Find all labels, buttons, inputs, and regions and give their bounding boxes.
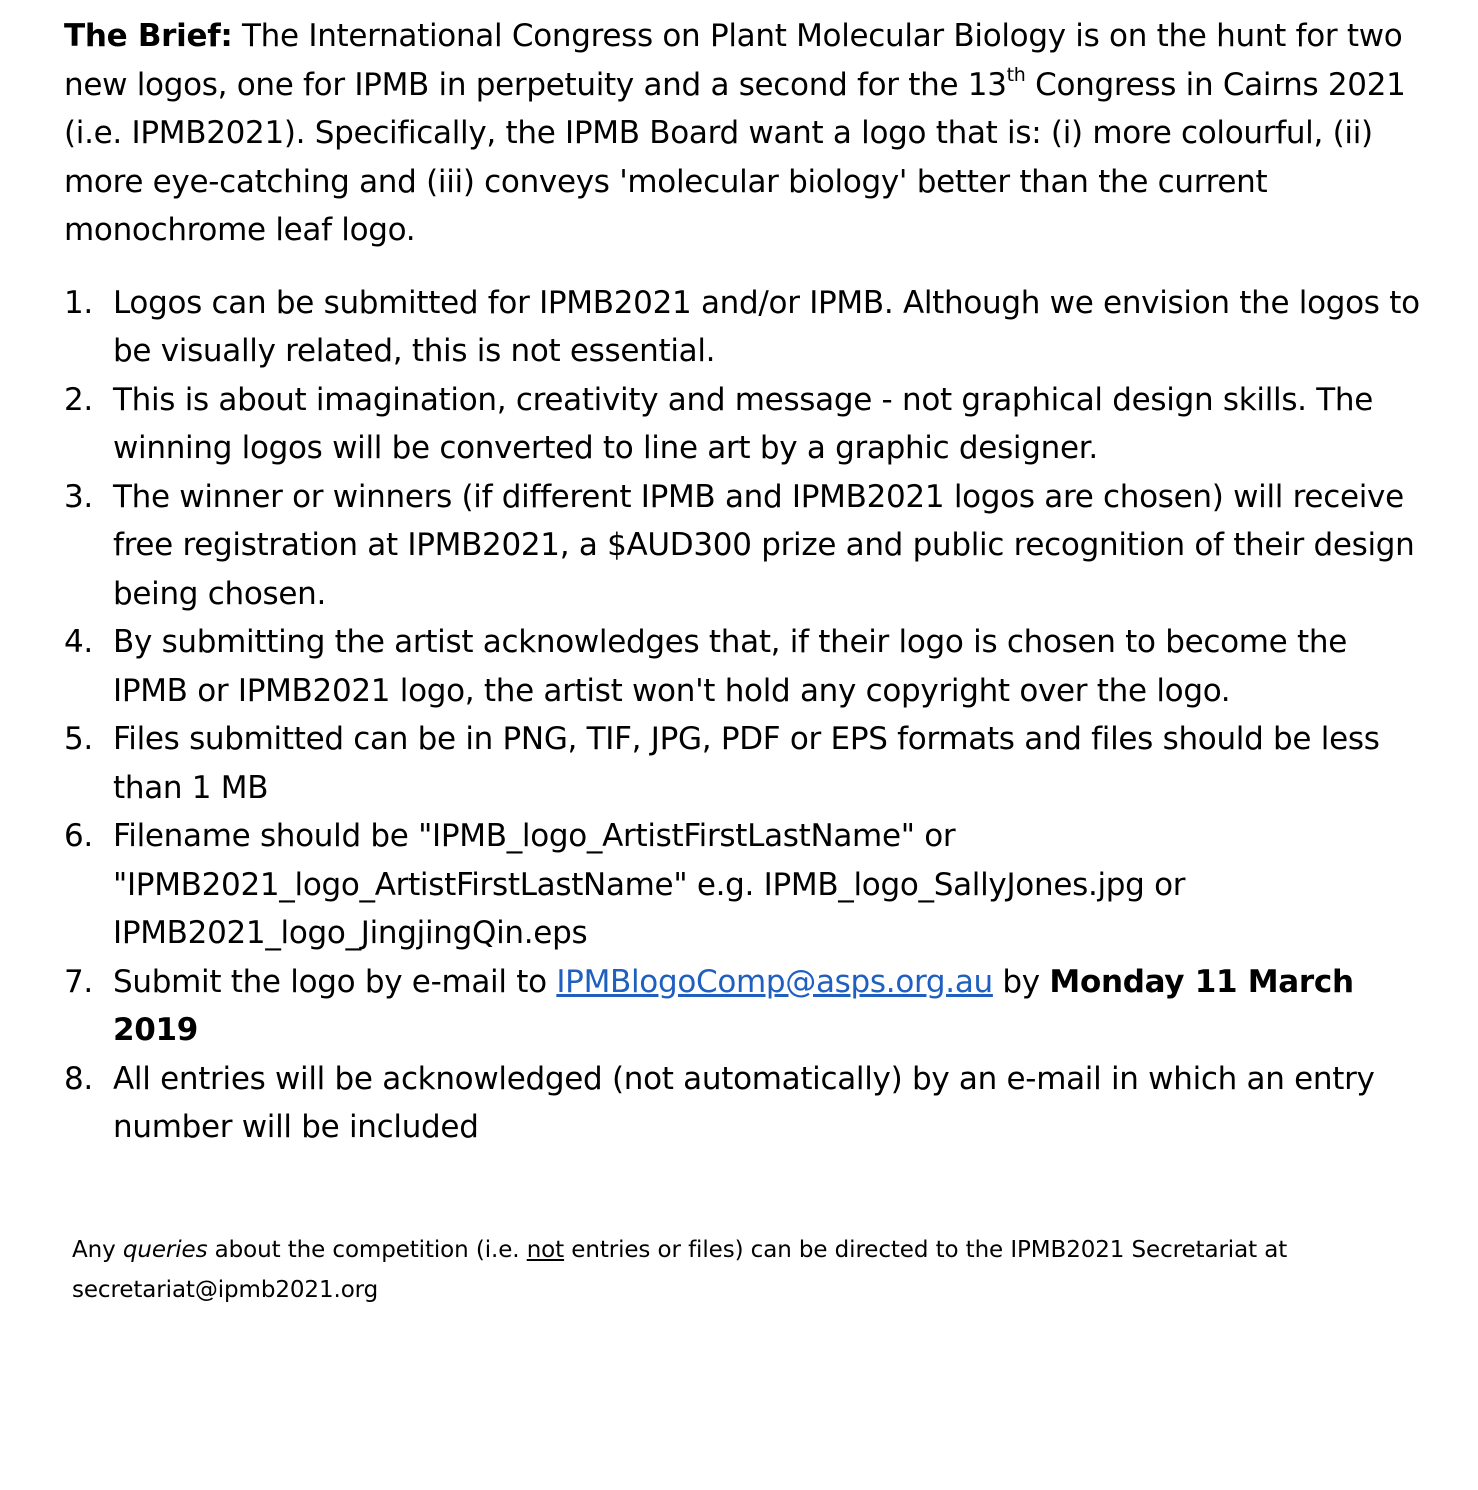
submission-deadline: Monday 11 March 2019 <box>113 963 1354 1048</box>
competition-email-link[interactable]: IPMBlogoComp@asps.org.au <box>556 963 993 1000</box>
rule-text: Filename should be "IPMB_logo_ArtistFirstLastName" or "IPMB2021_logo_ArtistFirstLastName" e.g. IPMB_logo_SallyJones.jpg or IPMB2021_logo_JingjingQin.eps <box>113 818 1186 951</box>
rule-text-by: by <box>992 963 1050 1000</box>
rule-text-before-email: Submit the logo by e-mail to <box>113 963 557 1000</box>
rule-number: 1. <box>64 284 93 321</box>
rule-text: All entries will be acknowledged (not automatically) by an e-mail in which an entry number will be included <box>113 1060 1375 1145</box>
brief-superscript: th <box>1006 64 1026 87</box>
rule-number: 8. <box>64 1060 93 1097</box>
rule-number: 3. <box>64 478 93 515</box>
rule-item <box>64 618 1424 715</box>
rule-number: 4. <box>64 624 93 660</box>
rule-text: Logos can be submitted for IPMB2021 and/or IPMB. Although we envision the logos to be visually related, this is not essential. <box>113 284 1420 369</box>
queries-note <box>72 1230 1432 1310</box>
rule-item <box>64 473 1424 619</box>
queries-text-part-2: about the competition (i.e. <box>207 1237 527 1263</box>
queries-underlined-word: not <box>526 1237 565 1263</box>
brief-heading: The Brief: <box>64 18 233 54</box>
document-body <box>64 12 1424 1152</box>
rule-text: The winner or winners (if different IPMB and IPMB2021 logos are chosen) will receive free registration at IPMB2021, a $AUD300 prize and public recognition of their design being chosen. <box>113 478 1415 612</box>
queries-text-part-3: entries or files) can be directed to the IPMB2021 Secretariat at <box>564 1237 1288 1263</box>
rule-number: 7. <box>64 963 93 1000</box>
rules-list <box>64 279 1424 1152</box>
rule-number: 6. <box>64 818 93 854</box>
rule-item <box>64 1055 1424 1152</box>
rule-number: 5. <box>64 721 93 757</box>
rule-item <box>64 376 1424 473</box>
rule-text: This is about imagination, creativity and message - not graphical design skills. The winning logos will be converted to line art by a graphic designer. <box>113 381 1374 466</box>
rule-item <box>64 958 1424 1055</box>
rule-text: By submitting the artist acknowledges that, if their logo is chosen to become the IPMB or IPMB2021 logo, the artist won't hold any copyright over the logo. <box>113 624 1347 709</box>
rule-item <box>64 715 1424 812</box>
rule-item <box>64 279 1424 376</box>
queries-text-part-1: Any <box>72 1237 123 1263</box>
rule-text: Files submitted can be in PNG, TIF, JPG, PDF or EPS formats and files should be less than 1 MB <box>113 721 1380 806</box>
brief-text-part-1: The International Congress on Plant Molecular Biology is on the hunt for two new logos, one for IPMB in perpetuity and a second for the 13 <box>64 18 1403 103</box>
brief-text-part-2: Congress in Cairns 2021 (i.e. IPMB2021). Specifically, the IPMB Board want a logo that is: (i) more colourful, (ii) more eye-catching and (iii) conveys 'molecular biology' better than the current monochrome leaf logo. <box>64 66 1406 248</box>
rule-item <box>64 812 1424 958</box>
rule-number: 2. <box>64 381 93 418</box>
brief-paragraph <box>64 12 1424 255</box>
secretariat-email: secretariat@ipmb2021.org <box>72 1277 379 1303</box>
queries-italic-word: queries <box>122 1237 208 1263</box>
